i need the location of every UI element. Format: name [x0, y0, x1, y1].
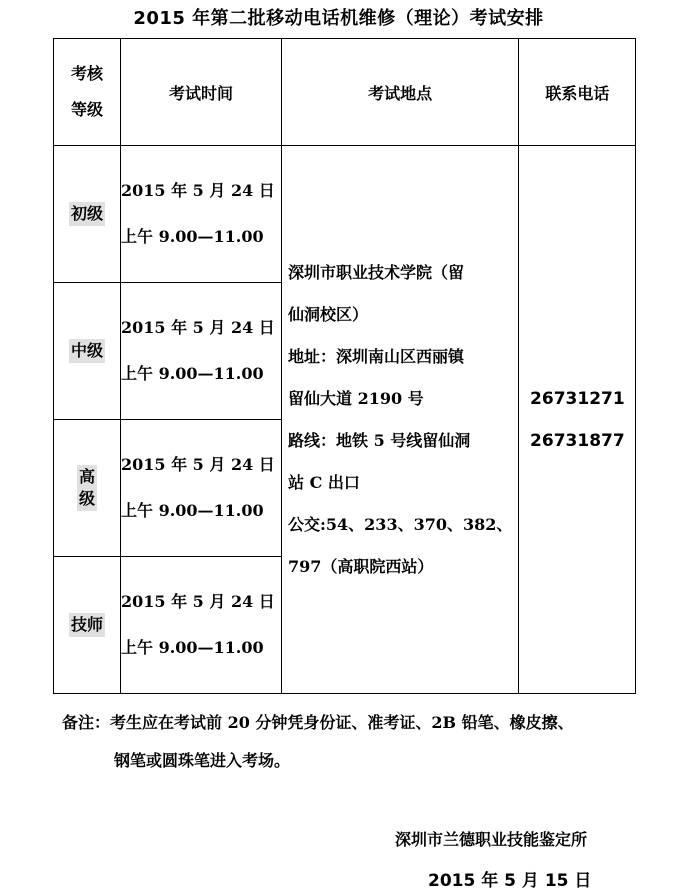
note-line2: 钢笔或圆珠笔进入考场。: [114, 751, 291, 770]
grade-label-line1: 高: [78, 467, 95, 486]
exam-time: 上午 9.00—11.00: [121, 227, 264, 246]
exam-time: 上午 9.00—11.00: [121, 638, 264, 657]
exam-date: 2015 年 5 月 24 日: [121, 455, 275, 474]
grade-cell: [54, 420, 121, 557]
grade-cell: [54, 557, 121, 694]
grade-cell: [54, 283, 121, 420]
exam-date: 2015 年 5 月 24 日: [121, 181, 275, 200]
document-title: 2015 年第二批移动电话机维修（理论）考试安排: [133, 8, 544, 29]
time-cell: [121, 283, 282, 420]
header-level-line2: 等级: [70, 100, 103, 119]
grade-label-line2: 级: [78, 489, 95, 508]
grade-label: [77, 465, 97, 511]
time-cell: [121, 557, 282, 694]
issue-date: 2015 年 5 月 15 日: [428, 871, 592, 891]
table-row: [54, 146, 636, 283]
grade-cell: [54, 146, 121, 283]
note: [62, 704, 642, 780]
time-cell: [121, 146, 282, 283]
exam-date: 2015 年 5 月 24 日: [121, 318, 275, 337]
location-line: 路线：地铁 5 号线留仙洞: [288, 430, 471, 450]
location-line: 797（高职院西站）: [288, 556, 434, 576]
header-location: 考试地点: [282, 39, 519, 146]
exam-time: 上午 9.00—11.00: [121, 501, 264, 520]
location-line: 仙洞校区）: [288, 304, 369, 324]
location-line: 留仙大道 2190 号: [288, 388, 424, 408]
grade-label: 初级: [69, 202, 105, 226]
phone-cell: [519, 146, 636, 694]
exam-schedule-table: [53, 38, 636, 694]
exam-date: 2015 年 5 月 24 日: [121, 592, 275, 611]
note-line1: 备注：考生应在考试前 20 分钟凭身份证、准考证、2B 铅笔、橡皮擦、: [62, 713, 574, 732]
table-header-row: [54, 39, 636, 146]
header-phone: 联系电话: [519, 39, 636, 146]
phone-number: 26731271: [530, 388, 625, 409]
organization-name: 深圳市兰德职业技能鉴定所: [395, 830, 588, 849]
location-line: 站 C 出口: [288, 472, 360, 492]
grade-label: 技师: [69, 613, 105, 637]
location-line: 地址：深圳南山区西丽镇: [288, 346, 465, 366]
header-time: 考试时间: [121, 39, 282, 146]
location-line: 公交:54、233、370、382、: [288, 514, 513, 534]
time-cell: [121, 420, 282, 557]
location-line: 深圳市职业技术学院（留: [288, 262, 465, 282]
header-level: [54, 39, 121, 146]
header-level-line1: 考核: [70, 64, 103, 83]
grade-label: 中级: [69, 339, 105, 363]
exam-time: 上午 9.00—11.00: [121, 364, 264, 383]
location-cell: [282, 146, 519, 694]
phone-number: 26731877: [530, 430, 625, 451]
